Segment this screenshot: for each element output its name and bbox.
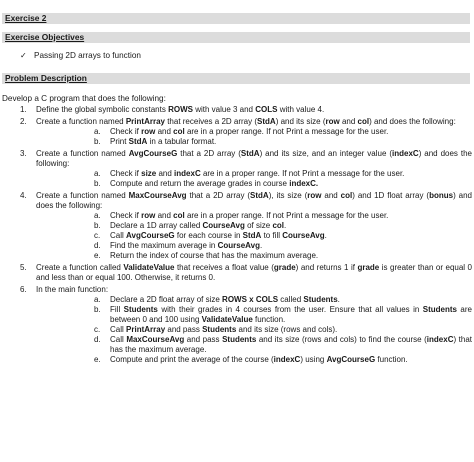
text-run: for each course in bbox=[174, 231, 243, 240]
text-run: Check if bbox=[110, 127, 142, 136]
text-run: are in a proper range. If not Print a message for the user. bbox=[184, 211, 389, 220]
problem-heading: Problem Description bbox=[2, 73, 470, 84]
sub-item bbox=[36, 137, 472, 147]
item-number: 3. bbox=[20, 149, 27, 158]
list-item bbox=[2, 105, 472, 115]
text-run: Declare a 1D array called bbox=[110, 221, 203, 230]
text-run: Create a function named bbox=[36, 191, 129, 200]
sub-item bbox=[36, 251, 472, 261]
sub-item-letter: b. bbox=[94, 221, 101, 230]
item-number: 6. bbox=[20, 285, 27, 294]
text-run: and bbox=[155, 211, 174, 220]
item-number: 4. bbox=[20, 191, 27, 200]
bold-term: Students bbox=[222, 335, 257, 344]
text-run: ) and returns 1 if bbox=[295, 263, 358, 272]
text-run: ) and does the following: bbox=[36, 191, 472, 210]
text-run: . bbox=[260, 241, 263, 250]
sub-item-text bbox=[110, 231, 327, 240]
exercise-heading: Exercise 2 bbox=[2, 13, 470, 24]
text-run: Declare a 2D float array of size bbox=[110, 295, 223, 304]
objective-item bbox=[20, 51, 141, 61]
text-run: in a tabular format. bbox=[147, 137, 217, 146]
bold-term: row bbox=[307, 191, 322, 200]
sub-item-letter: c. bbox=[94, 325, 101, 334]
item-number: 1. bbox=[20, 105, 27, 114]
sub-item-text bbox=[110, 179, 318, 188]
bold-term: ROWS x COLS bbox=[222, 295, 279, 304]
sub-item-letter: b. bbox=[94, 137, 101, 146]
sub-item-text bbox=[110, 241, 262, 250]
item-number: 2. bbox=[20, 117, 27, 126]
bold-term: ValidateValue bbox=[123, 263, 175, 272]
list-item bbox=[2, 263, 472, 283]
bold-term: CourseAvg bbox=[202, 221, 245, 230]
text-run: to fill bbox=[261, 231, 283, 240]
bold-term: row bbox=[325, 117, 340, 126]
sub-item bbox=[36, 305, 472, 325]
text-run: and its size (rows and cols). bbox=[236, 325, 338, 334]
text-run: are between 0 and 100 using bbox=[110, 305, 472, 324]
list-item bbox=[2, 149, 472, 189]
bold-term: col bbox=[272, 221, 285, 230]
text-run: In the main function: bbox=[36, 285, 109, 294]
bold-term: PrintArray bbox=[126, 325, 166, 334]
bold-term: Students bbox=[303, 295, 338, 304]
item-text bbox=[36, 263, 472, 283]
bold-term: StdA bbox=[250, 191, 269, 200]
bold-term: AvgCourseG bbox=[326, 355, 376, 364]
text-run: . bbox=[284, 221, 287, 230]
sub-item-text bbox=[110, 137, 216, 146]
item-text bbox=[36, 117, 472, 127]
text-run: function. bbox=[252, 315, 286, 324]
text-run: . bbox=[324, 231, 327, 240]
sub-item-letter: a. bbox=[94, 127, 101, 136]
sub-item-text bbox=[110, 335, 472, 354]
sub-item-letter: a. bbox=[94, 211, 101, 220]
bold-term: AvgCourseG bbox=[126, 231, 175, 240]
text-run: Define the global symbolic constants bbox=[36, 105, 169, 114]
bold-term: ValidateValue bbox=[201, 315, 253, 324]
sub-item bbox=[36, 325, 472, 335]
bold-term: StdA bbox=[128, 137, 148, 146]
sub-item bbox=[36, 179, 472, 189]
text-run: ) that has the maximum average. bbox=[110, 335, 472, 354]
bold-term: Students bbox=[123, 305, 158, 314]
sub-item-letter: b. bbox=[94, 305, 101, 314]
item-text bbox=[36, 149, 472, 169]
text-run: ) and its size, and an integer value ( bbox=[259, 149, 393, 158]
item-number: 5. bbox=[20, 263, 27, 272]
bold-term: col bbox=[357, 117, 370, 126]
bold-term: col bbox=[340, 191, 353, 200]
text-run: and bbox=[155, 127, 174, 136]
text-run: and bbox=[339, 117, 358, 126]
sub-item bbox=[36, 211, 472, 221]
text-run: that receives a float value ( bbox=[174, 263, 274, 272]
bold-term: indexC bbox=[273, 355, 301, 364]
bold-term: CourseAvg bbox=[282, 231, 325, 240]
sub-item bbox=[36, 241, 472, 251]
sub-item-letter: a. bbox=[94, 169, 101, 178]
text-run: . bbox=[337, 295, 340, 304]
sub-item-letter: c. bbox=[94, 231, 101, 240]
bold-term: ROWS bbox=[168, 105, 193, 114]
list-item bbox=[2, 117, 472, 147]
intro-text: Develop a C program that does the following: bbox=[2, 94, 166, 103]
sub-item-letter: a. bbox=[94, 295, 101, 304]
text-run: ) and does the following: bbox=[369, 117, 456, 126]
sub-item-letter: b. bbox=[94, 179, 101, 188]
bold-term: col bbox=[173, 211, 185, 220]
text-run: of size bbox=[244, 221, 273, 230]
text-run: Compute and print the average of the course ( bbox=[110, 355, 274, 364]
sub-item-text bbox=[110, 211, 388, 220]
text-run: are in a proper range. If not Print a message for the user. bbox=[200, 169, 405, 178]
text-run: ) and its size ( bbox=[275, 117, 326, 126]
text-run: function. bbox=[375, 355, 408, 364]
sub-item-text bbox=[110, 355, 408, 364]
bold-term: StdA bbox=[240, 149, 260, 158]
sub-item-letter: e. bbox=[94, 251, 101, 260]
sub-item-letter: d. bbox=[94, 335, 101, 344]
bold-term: Students bbox=[202, 325, 237, 334]
text-run: Find the maximum average in bbox=[110, 241, 218, 250]
text-run: and pass bbox=[184, 335, 223, 344]
sub-item bbox=[36, 355, 472, 365]
text-run: Fill bbox=[110, 305, 124, 314]
text-run: that receives a 2D array ( bbox=[164, 117, 258, 126]
text-run: Compute and return the average grades in course bbox=[110, 179, 290, 188]
sub-item-text bbox=[110, 295, 340, 304]
text-run: called bbox=[278, 295, 304, 304]
bold-term: MaxCourseAvg bbox=[128, 191, 187, 200]
objective-text: Passing 2D arrays to function bbox=[34, 51, 141, 60]
bold-term: AvgCourseG bbox=[128, 149, 178, 158]
text-run: and bbox=[321, 191, 341, 200]
bold-term: indexC. bbox=[289, 179, 319, 188]
text-run: Create a function called bbox=[36, 263, 124, 272]
list-item bbox=[2, 285, 472, 365]
sub-item-letter: d. bbox=[94, 241, 101, 250]
text-run: and bbox=[156, 169, 175, 178]
bold-term: indexC bbox=[174, 169, 201, 178]
text-run: and pass bbox=[165, 325, 203, 334]
bold-term: size bbox=[141, 169, 157, 178]
sub-item-text bbox=[110, 251, 318, 260]
list-item bbox=[2, 191, 472, 261]
sub-item-letter: e. bbox=[94, 355, 101, 364]
bold-term: StdA bbox=[257, 117, 276, 126]
bold-term: PrintArray bbox=[125, 117, 165, 126]
sub-item bbox=[36, 295, 472, 305]
sub-item bbox=[36, 127, 472, 137]
bold-term: col bbox=[173, 127, 185, 136]
text-run: with their grades in 4 courses from the user. Ensure that all values in bbox=[157, 305, 423, 314]
sub-item-text bbox=[110, 325, 337, 334]
text-run: Call bbox=[110, 335, 127, 344]
item-text bbox=[36, 285, 472, 295]
sub-item bbox=[36, 169, 472, 179]
bold-term: bonus bbox=[429, 191, 454, 200]
text-run: are in a proper range. If not Print a message for the user. bbox=[184, 127, 389, 136]
bold-term: row bbox=[141, 211, 156, 220]
text-run: ), its size ( bbox=[268, 191, 308, 200]
text-run: Create a function named bbox=[36, 117, 126, 126]
text-run: ) and does the following: bbox=[36, 149, 472, 168]
bold-term: grade bbox=[273, 263, 296, 272]
requirements-list bbox=[2, 105, 472, 367]
bold-term: grade bbox=[357, 263, 380, 272]
text-run: with value 3 and bbox=[192, 105, 256, 114]
bold-term: row bbox=[141, 127, 156, 136]
sub-item bbox=[36, 231, 472, 241]
bold-term: StdA bbox=[242, 231, 262, 240]
sub-item-text bbox=[110, 169, 404, 178]
sub-item bbox=[36, 221, 472, 231]
text-run: that a 2D array ( bbox=[186, 191, 251, 200]
text-run: with value 4. bbox=[277, 105, 325, 114]
bold-term: MaxCourseAvg bbox=[126, 335, 185, 344]
text-run: Check if bbox=[110, 211, 142, 220]
text-run: Check if bbox=[110, 169, 142, 178]
text-run: Create a function named bbox=[36, 149, 129, 158]
sub-item-text bbox=[110, 305, 472, 324]
sub-item-text bbox=[110, 127, 388, 136]
sub-item-text bbox=[110, 221, 286, 230]
bold-term: indexC bbox=[392, 149, 419, 158]
text-run: ) using bbox=[300, 355, 327, 364]
text-run: and its size (rows and cols) to find the course ( bbox=[256, 335, 427, 344]
text-run: is greater than or equal 0 and less than or equal 100. Otherwise, it returns 0. bbox=[36, 263, 473, 282]
text-run: Call bbox=[110, 325, 127, 334]
bold-term: Students bbox=[422, 305, 457, 314]
text-run: ) and 1D float array ( bbox=[352, 191, 430, 200]
bold-term: CourseAvg bbox=[217, 241, 260, 250]
text-run: Call bbox=[110, 231, 127, 240]
item-text bbox=[36, 191, 472, 211]
objectives-heading: Exercise Objectives bbox=[2, 32, 470, 43]
item-text bbox=[36, 105, 472, 115]
sub-item bbox=[36, 335, 472, 355]
checkmark-icon: ✓ bbox=[20, 51, 27, 60]
bold-term: COLS bbox=[255, 105, 278, 114]
text-run: that a 2D array ( bbox=[177, 149, 241, 158]
text-run: Return the index of course that has the maximum average. bbox=[110, 251, 319, 260]
bold-term: indexC bbox=[426, 335, 454, 344]
text-run: Print bbox=[110, 137, 129, 146]
